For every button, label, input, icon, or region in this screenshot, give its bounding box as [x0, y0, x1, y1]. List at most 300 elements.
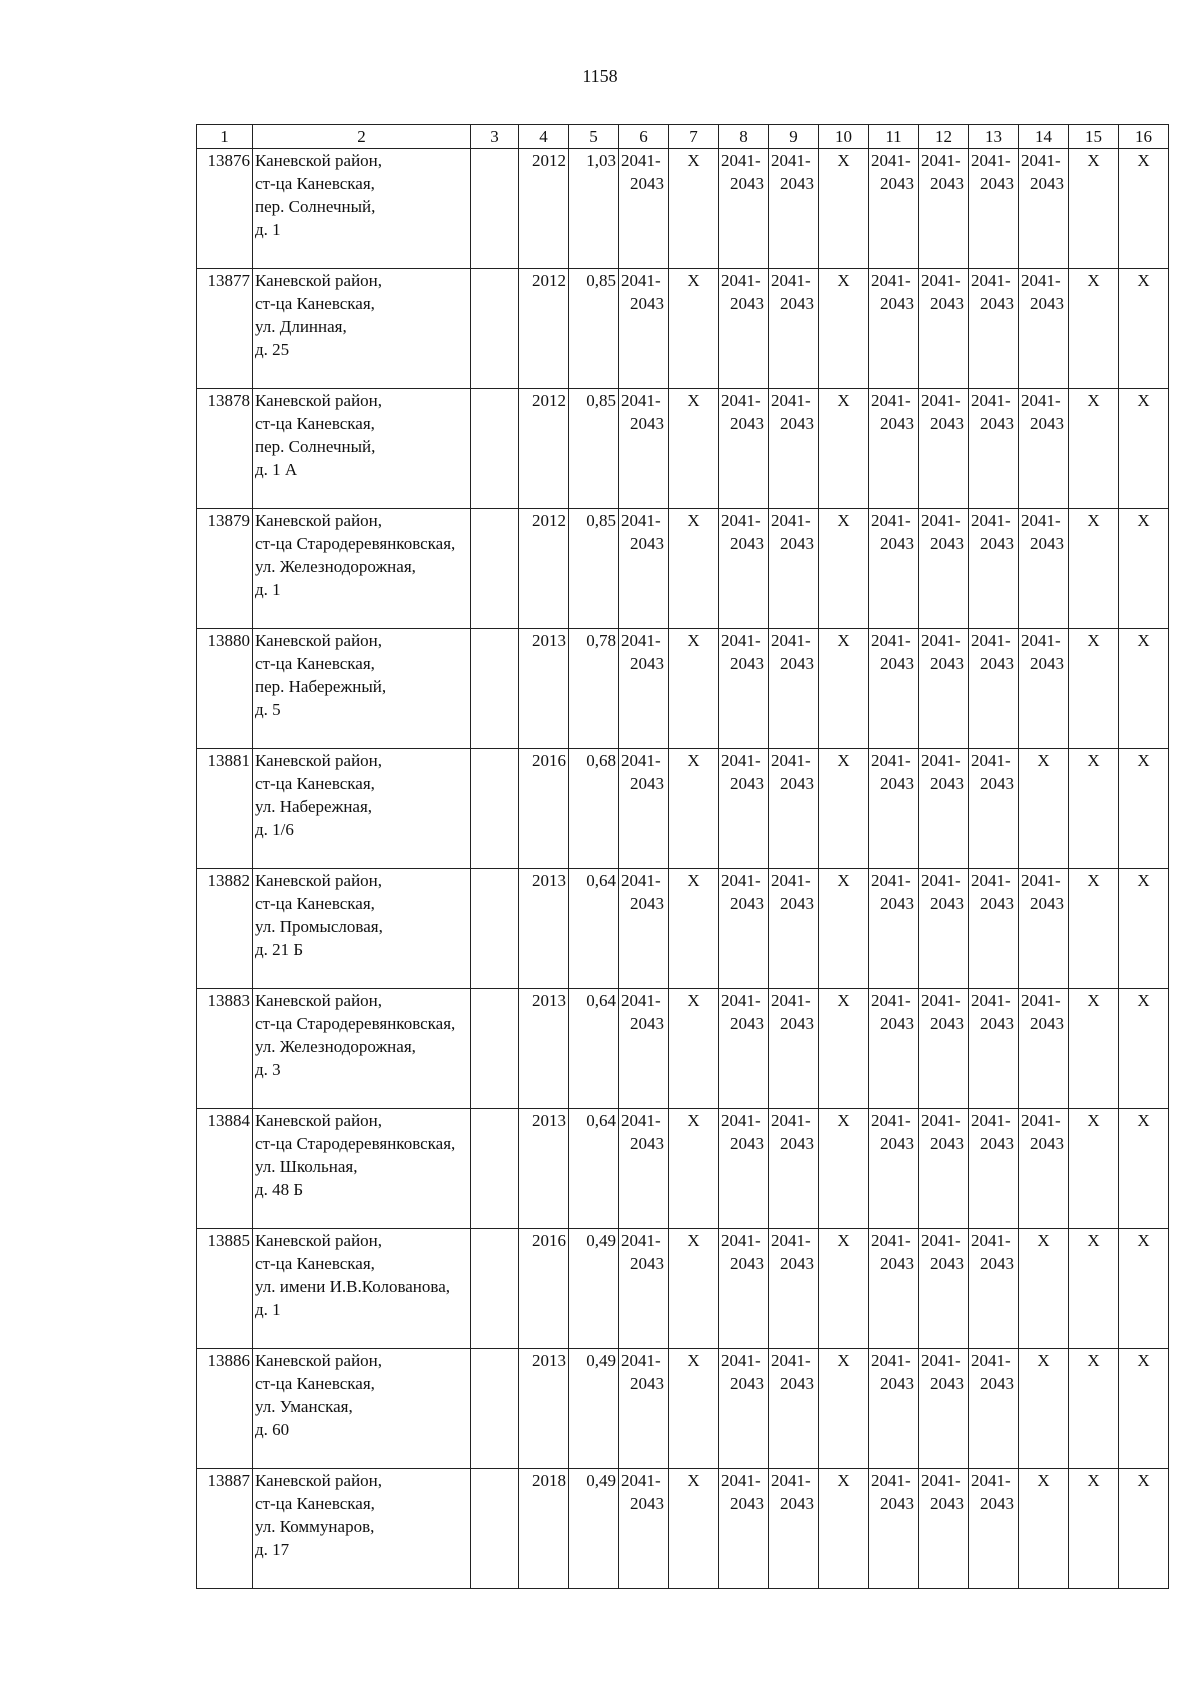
range-part: 2043: [630, 534, 664, 553]
range-part: 2041-: [871, 1351, 911, 1370]
column-header: 9: [769, 125, 819, 149]
mark-cell-c14: X: [1019, 1349, 1069, 1469]
range-part: 2043: [630, 294, 664, 313]
range-cell-c11: [869, 389, 919, 509]
mark-cell-c7: X: [669, 1349, 719, 1469]
range-part: 2041-: [771, 751, 811, 770]
address-cell: [253, 629, 471, 749]
address-line: ул. Школьная,: [255, 1157, 358, 1176]
address-line: ул. Уманская,: [255, 1397, 353, 1416]
range-part: 2043: [1030, 294, 1064, 313]
mark-cell-c15: X: [1069, 629, 1119, 749]
range-part: 2041-: [721, 271, 761, 290]
cell-col3: [471, 269, 519, 389]
address-cell: [253, 389, 471, 509]
row-number: 13880: [197, 629, 253, 749]
range-cell-c13: [969, 629, 1019, 749]
range-cell-c6: [619, 1229, 669, 1349]
range-cell-c9: [769, 509, 819, 629]
value-cell: 0,85: [569, 509, 619, 629]
range-cell-c9: [769, 749, 819, 869]
range-part: 2043: [730, 294, 764, 313]
range-part: 2043: [980, 1374, 1014, 1393]
value-cell: 0,64: [569, 869, 619, 989]
range-part: 2043: [630, 654, 664, 673]
column-header: 6: [619, 125, 669, 149]
column-header: 15: [1069, 125, 1119, 149]
address-line: ул. Железнодорожная,: [255, 1037, 416, 1056]
column-header: 13: [969, 125, 1019, 149]
mark-cell-c10: X: [819, 989, 869, 1109]
range-cell-c6: [619, 629, 669, 749]
column-header: 16: [1119, 125, 1169, 149]
table-row: [197, 1229, 1169, 1349]
column-header: 11: [869, 125, 919, 149]
cell-col3: [471, 629, 519, 749]
range-part: 2041-: [971, 1471, 1011, 1490]
column-header: 14: [1019, 125, 1069, 149]
range-part: 2043: [980, 1134, 1014, 1153]
range-part: 2041-: [771, 511, 811, 530]
address-line: ст-ца Каневская,: [255, 1254, 375, 1273]
range-cell-c13: [969, 1349, 1019, 1469]
table-row: [197, 1469, 1169, 1589]
range-cell-c11: [869, 869, 919, 989]
range-part: 2041-: [971, 631, 1011, 650]
mark-cell-c15: X: [1069, 749, 1119, 869]
year-cell: 2012: [519, 389, 569, 509]
address-line: ст-ца Каневская,: [255, 294, 375, 313]
mark-cell-c10: X: [819, 749, 869, 869]
mark-cell-c10: X: [819, 389, 869, 509]
range-cell-c11: [869, 269, 919, 389]
mark-cell-c7: X: [669, 269, 719, 389]
year-cell: 2012: [519, 269, 569, 389]
range-part: 2041-: [871, 1111, 911, 1130]
address-line: ст-ца Каневская,: [255, 1494, 375, 1513]
range-part: 2043: [880, 294, 914, 313]
range-cell-c9: [769, 629, 819, 749]
range-part: 2041-: [771, 151, 811, 170]
range-part: 2041-: [871, 511, 911, 530]
range-cell-c13: [969, 869, 1019, 989]
range-part: 2043: [780, 654, 814, 673]
range-part: 2043: [880, 174, 914, 193]
range-part: 2043: [930, 774, 964, 793]
cell-col3: [471, 389, 519, 509]
range-part: 2043: [1030, 894, 1064, 913]
range-part: 2043: [930, 534, 964, 553]
mark-cell-c7: X: [669, 1229, 719, 1349]
range-part: 2043: [630, 174, 664, 193]
range-part: 2041-: [721, 1231, 761, 1250]
range-part: 2041-: [1021, 151, 1061, 170]
address-line: д. 5: [255, 700, 281, 719]
range-cell-c12: [919, 749, 969, 869]
mark-cell-c16: X: [1119, 989, 1169, 1109]
range-cell-c14: [1019, 389, 1069, 509]
range-part: 2043: [780, 1494, 814, 1513]
mark-cell-c16: X: [1119, 1349, 1169, 1469]
range-cell-c8: [719, 1469, 769, 1589]
range-part: 2043: [730, 774, 764, 793]
mark-cell-c10: X: [819, 509, 869, 629]
range-part: 2041-: [1021, 991, 1061, 1010]
address-line: Каневской район,: [255, 1231, 383, 1250]
range-part: 2041-: [1021, 511, 1061, 530]
range-part: 2041-: [1021, 631, 1061, 650]
range-part: 2041-: [871, 991, 911, 1010]
mark-cell-c15: X: [1069, 389, 1119, 509]
year-cell: 2016: [519, 749, 569, 869]
address-line: пер. Солнечный,: [255, 197, 376, 216]
address-line: ст-ца Каневская,: [255, 1374, 375, 1393]
page-number: 1158: [582, 66, 618, 86]
mark-cell-c7: X: [669, 629, 719, 749]
range-part: 2041-: [871, 751, 911, 770]
range-part: 2041-: [771, 991, 811, 1010]
range-part: 2043: [730, 1494, 764, 1513]
range-part: 2043: [880, 894, 914, 913]
range-part: 2043: [780, 774, 814, 793]
mark-cell-c16: X: [1119, 629, 1169, 749]
range-part: 2041-: [721, 391, 761, 410]
mark-cell-c7: X: [669, 1469, 719, 1589]
address-line: Каневской район,: [255, 151, 383, 170]
address-line: ст-ца Каневская,: [255, 414, 375, 433]
row-number: 13883: [197, 989, 253, 1109]
address-cell: [253, 269, 471, 389]
mark-cell-c7: X: [669, 149, 719, 269]
range-part: 2041-: [871, 271, 911, 290]
value-cell: 0,64: [569, 989, 619, 1109]
range-cell-c13: [969, 989, 1019, 1109]
range-cell-c14: [1019, 989, 1069, 1109]
range-cell-c14: [1019, 629, 1069, 749]
address-line: д. 1: [255, 220, 281, 239]
range-cell-c12: [919, 149, 969, 269]
year-cell: 2013: [519, 629, 569, 749]
year-cell: 2012: [519, 509, 569, 629]
address-line: Каневской район,: [255, 991, 383, 1010]
range-part: 2043: [980, 294, 1014, 313]
range-cell-c11: [869, 1469, 919, 1589]
range-cell-c8: [719, 1349, 769, 1469]
address-line: д. 1: [255, 580, 281, 599]
row-number: 13877: [197, 269, 253, 389]
range-part: 2043: [630, 894, 664, 913]
address-line: Каневской район,: [255, 1351, 383, 1370]
table-row: [197, 509, 1169, 629]
range-part: 2041-: [621, 991, 661, 1010]
range-cell-c11: [869, 1349, 919, 1469]
range-part: 2043: [930, 294, 964, 313]
range-part: 2041-: [921, 1471, 961, 1490]
range-part: 2041-: [771, 631, 811, 650]
range-cell-c12: [919, 869, 969, 989]
range-part: 2041-: [921, 1111, 961, 1130]
range-part: 2043: [930, 1374, 964, 1393]
range-cell-c11: [869, 509, 919, 629]
range-cell-c6: [619, 269, 669, 389]
table-row: [197, 629, 1169, 749]
range-part: 2041-: [871, 1471, 911, 1490]
address-line: ул. Длинная,: [255, 317, 347, 336]
range-part: 2043: [980, 774, 1014, 793]
range-part: 2043: [980, 534, 1014, 553]
range-part: 2043: [880, 1254, 914, 1273]
range-cell-c12: [919, 269, 969, 389]
mark-cell-c10: X: [819, 149, 869, 269]
mark-cell-c14: X: [1019, 1229, 1069, 1349]
range-part: 2041-: [971, 511, 1011, 530]
address-line: Каневской район,: [255, 1471, 383, 1490]
mark-cell-c15: X: [1069, 1109, 1119, 1229]
range-cell-c8: [719, 749, 769, 869]
range-part: 2041-: [621, 871, 661, 890]
address-line: ст-ца Стародеревянковская,: [255, 1134, 456, 1153]
range-part: 2043: [780, 174, 814, 193]
range-part: 2041-: [1021, 391, 1061, 410]
mark-cell-c15: X: [1069, 989, 1119, 1109]
range-cell-c12: [919, 1469, 969, 1589]
range-cell-c6: [619, 1349, 669, 1469]
cell-col3: [471, 1109, 519, 1229]
table-row: [197, 1349, 1169, 1469]
range-part: 2041-: [921, 151, 961, 170]
range-part: 2043: [880, 654, 914, 673]
range-cell-c9: [769, 1109, 819, 1229]
range-cell-c13: [969, 509, 1019, 629]
register-table: [196, 124, 1169, 1589]
range-cell-c12: [919, 1229, 969, 1349]
column-header: 2: [253, 125, 471, 149]
range-cell-c6: [619, 149, 669, 269]
mark-cell-c7: X: [669, 509, 719, 629]
cell-col3: [471, 1469, 519, 1589]
address-line: пер. Солнечный,: [255, 437, 376, 456]
range-part: 2043: [780, 414, 814, 433]
range-cell-c6: [619, 509, 669, 629]
value-cell: 0,49: [569, 1349, 619, 1469]
range-cell-c11: [869, 749, 919, 869]
range-part: 2043: [930, 894, 964, 913]
range-part: 2041-: [1021, 271, 1061, 290]
address-cell: [253, 509, 471, 629]
range-cell-c6: [619, 989, 669, 1109]
range-cell-c8: [719, 149, 769, 269]
range-part: 2041-: [971, 271, 1011, 290]
table-row: [197, 749, 1169, 869]
address-line: ст-ца Каневская,: [255, 774, 375, 793]
range-part: 2043: [880, 1134, 914, 1153]
column-header: 5: [569, 125, 619, 149]
range-part: 2041-: [921, 271, 961, 290]
range-cell-c13: [969, 149, 1019, 269]
range-part: 2041-: [621, 1351, 661, 1370]
address-line: Каневской район,: [255, 1111, 383, 1130]
range-part: 2043: [1030, 654, 1064, 673]
range-part: 2043: [630, 1374, 664, 1393]
range-part: 2043: [730, 1374, 764, 1393]
range-part: 2043: [880, 1374, 914, 1393]
range-cell-c13: [969, 1469, 1019, 1589]
range-part: 2041-: [721, 871, 761, 890]
range-part: 2041-: [971, 1351, 1011, 1370]
range-part: 2043: [980, 654, 1014, 673]
mark-cell-c16: X: [1119, 869, 1169, 989]
range-cell-c9: [769, 149, 819, 269]
row-number: 13876: [197, 149, 253, 269]
address-line: Каневской район,: [255, 391, 383, 410]
range-part: 2043: [980, 1254, 1014, 1273]
range-part: 2041-: [621, 751, 661, 770]
mark-cell-c16: X: [1119, 149, 1169, 269]
mark-cell-c10: X: [819, 1469, 869, 1589]
range-cell-c8: [719, 1109, 769, 1229]
range-part: 2041-: [871, 391, 911, 410]
range-cell-c11: [869, 629, 919, 749]
mark-cell-c16: X: [1119, 749, 1169, 869]
address-cell: [253, 1229, 471, 1349]
range-part: 2041-: [971, 1111, 1011, 1130]
cell-col3: [471, 749, 519, 869]
range-cell-c14: [1019, 509, 1069, 629]
address-line: д. 21 Б: [255, 940, 304, 959]
range-part: 2043: [1030, 174, 1064, 193]
table-row: [197, 269, 1169, 389]
range-part: 2043: [780, 894, 814, 913]
range-part: 2043: [730, 894, 764, 913]
mark-cell-c7: X: [669, 749, 719, 869]
range-part: 2041-: [621, 511, 661, 530]
column-header: 1: [197, 125, 253, 149]
address-line: ул. Железнодорожная,: [255, 557, 416, 576]
range-part: 2041-: [721, 751, 761, 770]
range-cell-c13: [969, 389, 1019, 509]
address-line: д. 17: [255, 1540, 290, 1559]
range-part: 2043: [630, 1014, 664, 1033]
mark-cell-c14: X: [1019, 749, 1069, 869]
address-line: д. 1: [255, 1300, 281, 1319]
mark-cell-c16: X: [1119, 1469, 1169, 1589]
range-part: 2043: [780, 534, 814, 553]
address-cell: [253, 1349, 471, 1469]
range-part: 2041-: [621, 151, 661, 170]
mark-cell-c10: X: [819, 1349, 869, 1469]
range-cell-c11: [869, 989, 919, 1109]
range-part: 2041-: [971, 391, 1011, 410]
range-part: 2043: [930, 654, 964, 673]
range-part: 2043: [630, 774, 664, 793]
range-cell-c8: [719, 509, 769, 629]
range-cell-c9: [769, 269, 819, 389]
address-line: д. 60: [255, 1420, 290, 1439]
range-part: 2043: [1030, 1014, 1064, 1033]
range-part: 2041-: [1021, 871, 1061, 890]
range-cell-c9: [769, 989, 819, 1109]
address-line: д. 1/6: [255, 820, 294, 839]
range-part: 2041-: [771, 1231, 811, 1250]
mark-cell-c10: X: [819, 1229, 869, 1349]
range-cell-c6: [619, 1469, 669, 1589]
range-part: 2043: [630, 1134, 664, 1153]
value-cell: 0,49: [569, 1469, 619, 1589]
range-part: 2041-: [1021, 1111, 1061, 1130]
mark-cell-c16: X: [1119, 269, 1169, 389]
range-part: 2041-: [871, 631, 911, 650]
mark-cell-c15: X: [1069, 1349, 1119, 1469]
range-part: 2043: [630, 414, 664, 433]
row-number: 13878: [197, 389, 253, 509]
range-part: 2043: [880, 774, 914, 793]
range-cell-c14: [1019, 869, 1069, 989]
value-cell: 1,03: [569, 149, 619, 269]
range-cell-c9: [769, 1229, 819, 1349]
row-number: 13887: [197, 1469, 253, 1589]
range-part: 2043: [1030, 534, 1064, 553]
address-line: ул. Набережная,: [255, 797, 373, 816]
range-cell-c9: [769, 1469, 819, 1589]
range-cell-c14: [1019, 1109, 1069, 1229]
year-cell: 2012: [519, 149, 569, 269]
range-part: 2041-: [871, 871, 911, 890]
mark-cell-c15: X: [1069, 1229, 1119, 1349]
mark-cell-c16: X: [1119, 1109, 1169, 1229]
address-line: Каневской район,: [255, 871, 383, 890]
address-line: ул. имени И.В.Колованова,: [255, 1277, 450, 1296]
year-cell: 2013: [519, 989, 569, 1109]
address-line: Каневской район,: [255, 511, 383, 530]
column-header: 3: [471, 125, 519, 149]
mark-cell-c15: X: [1069, 869, 1119, 989]
range-cell-c6: [619, 749, 669, 869]
range-part: 2041-: [921, 1231, 961, 1250]
range-cell-c8: [719, 1229, 769, 1349]
column-header: 4: [519, 125, 569, 149]
mark-cell-c16: X: [1119, 389, 1169, 509]
range-part: 2041-: [871, 151, 911, 170]
range-cell-c13: [969, 1229, 1019, 1349]
address-line: д. 48 Б: [255, 1180, 304, 1199]
mark-cell-c16: X: [1119, 1229, 1169, 1349]
row-number: 13885: [197, 1229, 253, 1349]
range-part: 2041-: [721, 151, 761, 170]
range-part: 2041-: [771, 1471, 811, 1490]
year-cell: 2013: [519, 869, 569, 989]
range-part: 2043: [730, 1014, 764, 1033]
range-part: 2043: [930, 414, 964, 433]
address-cell: [253, 1469, 471, 1589]
range-cell-c12: [919, 389, 969, 509]
range-part: 2043: [930, 174, 964, 193]
range-part: 2043: [730, 174, 764, 193]
range-part: 2041-: [921, 871, 961, 890]
range-part: 2041-: [921, 391, 961, 410]
range-cell-c8: [719, 629, 769, 749]
range-cell-c13: [969, 1109, 1019, 1229]
range-part: 2041-: [721, 631, 761, 650]
cell-col3: [471, 149, 519, 269]
range-part: 2041-: [721, 1111, 761, 1130]
range-part: 2043: [880, 414, 914, 433]
address-cell: [253, 749, 471, 869]
table-row: [197, 989, 1169, 1109]
range-part: 2043: [730, 534, 764, 553]
range-part: 2041-: [771, 1111, 811, 1130]
cell-col3: [471, 1349, 519, 1469]
address-cell: [253, 869, 471, 989]
